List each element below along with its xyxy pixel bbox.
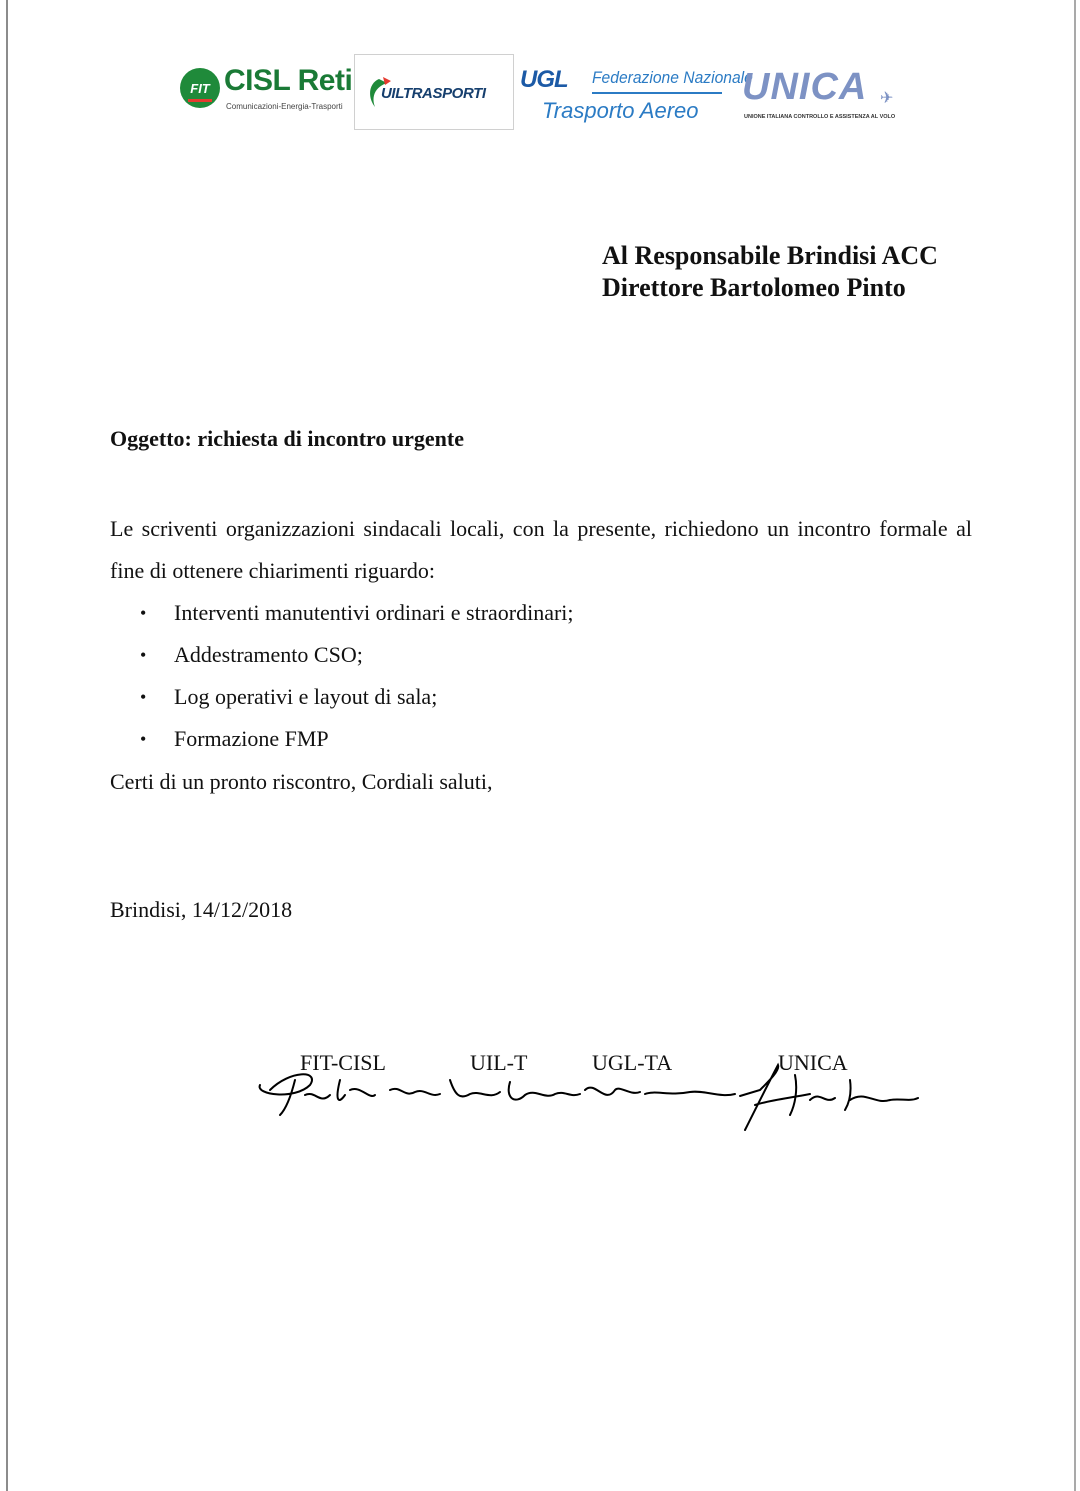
fit-cisl-reti-logo <box>180 64 353 124</box>
handwritten-signatures <box>250 1050 930 1140</box>
letterhead-logos <box>180 54 900 134</box>
recipient-line-1: Al Responsabile Brindisi ACC <box>602 241 938 270</box>
list-item: • Formazione FMP <box>140 718 574 760</box>
bullet-icon: • <box>140 687 147 707</box>
body-paragraph: Le scriventi organizzazioni sindacali locali, con la presente, richiedono un incontro formale al fine di ottenere chiarimenti riguardo: <box>110 516 972 583</box>
list-item: • Addestramento CSO; <box>140 634 574 676</box>
page-edge-right <box>1074 0 1076 1491</box>
uiltrasporti-logo <box>354 54 514 130</box>
list-item: • Log operativi e layout di sala; <box>140 676 574 718</box>
bullet-icon: • <box>140 645 147 665</box>
ugl-trasporto-aereo-logo <box>520 56 753 130</box>
ugl-federation: Federazione Nazionale <box>592 68 753 87</box>
recipient-block <box>602 240 938 304</box>
request-list <box>140 592 574 760</box>
signatory-fit-cisl: FIT-CISL <box>300 1050 386 1075</box>
signatory-uil-t: UIL-T <box>470 1050 528 1075</box>
airplane-icon: ✈ <box>880 90 894 107</box>
recipient-line-2: Direttore Bartolomeo Pinto <box>602 273 906 302</box>
signature-block <box>250 1050 930 1140</box>
ugl-underline <box>592 92 722 94</box>
ugl-division: Trasporto Aereo <box>542 98 699 123</box>
unica-subtitle: UNIONE ITALIANA CONTROLLO E ASSISTENZA AL VOLO <box>744 114 896 120</box>
bullet-icon: • <box>140 603 147 623</box>
list-item: • Interventi manutentivi ordinari e straordinari; <box>140 592 574 634</box>
signatory-unica: UNICA <box>778 1050 848 1075</box>
cisl-reti-subtitle: Comunicazioni-Energia-Trasporti <box>226 102 343 111</box>
unica-logo <box>742 64 902 130</box>
cisl-reti-title: CISL Reti <box>224 64 353 97</box>
closing-line: Certi di un pronto riscontro, Cordiali saluti, <box>110 769 493 794</box>
subject-line: Oggetto: richiesta di incontro urgente <box>110 426 464 451</box>
ugl-wordmark: UGL <box>520 66 568 93</box>
unica-wordmark: UNICA <box>742 66 868 108</box>
place-date: Brindisi, 14/12/2018 <box>110 897 293 922</box>
signatory-ugl-ta: UGL-TA <box>592 1050 673 1075</box>
page-edge-left <box>6 0 8 1491</box>
uiltrasporti-wordmark: UILTRASPORTI <box>381 85 486 102</box>
bullet-icon: • <box>140 729 147 749</box>
fit-badge-icon: FIT <box>180 68 220 108</box>
